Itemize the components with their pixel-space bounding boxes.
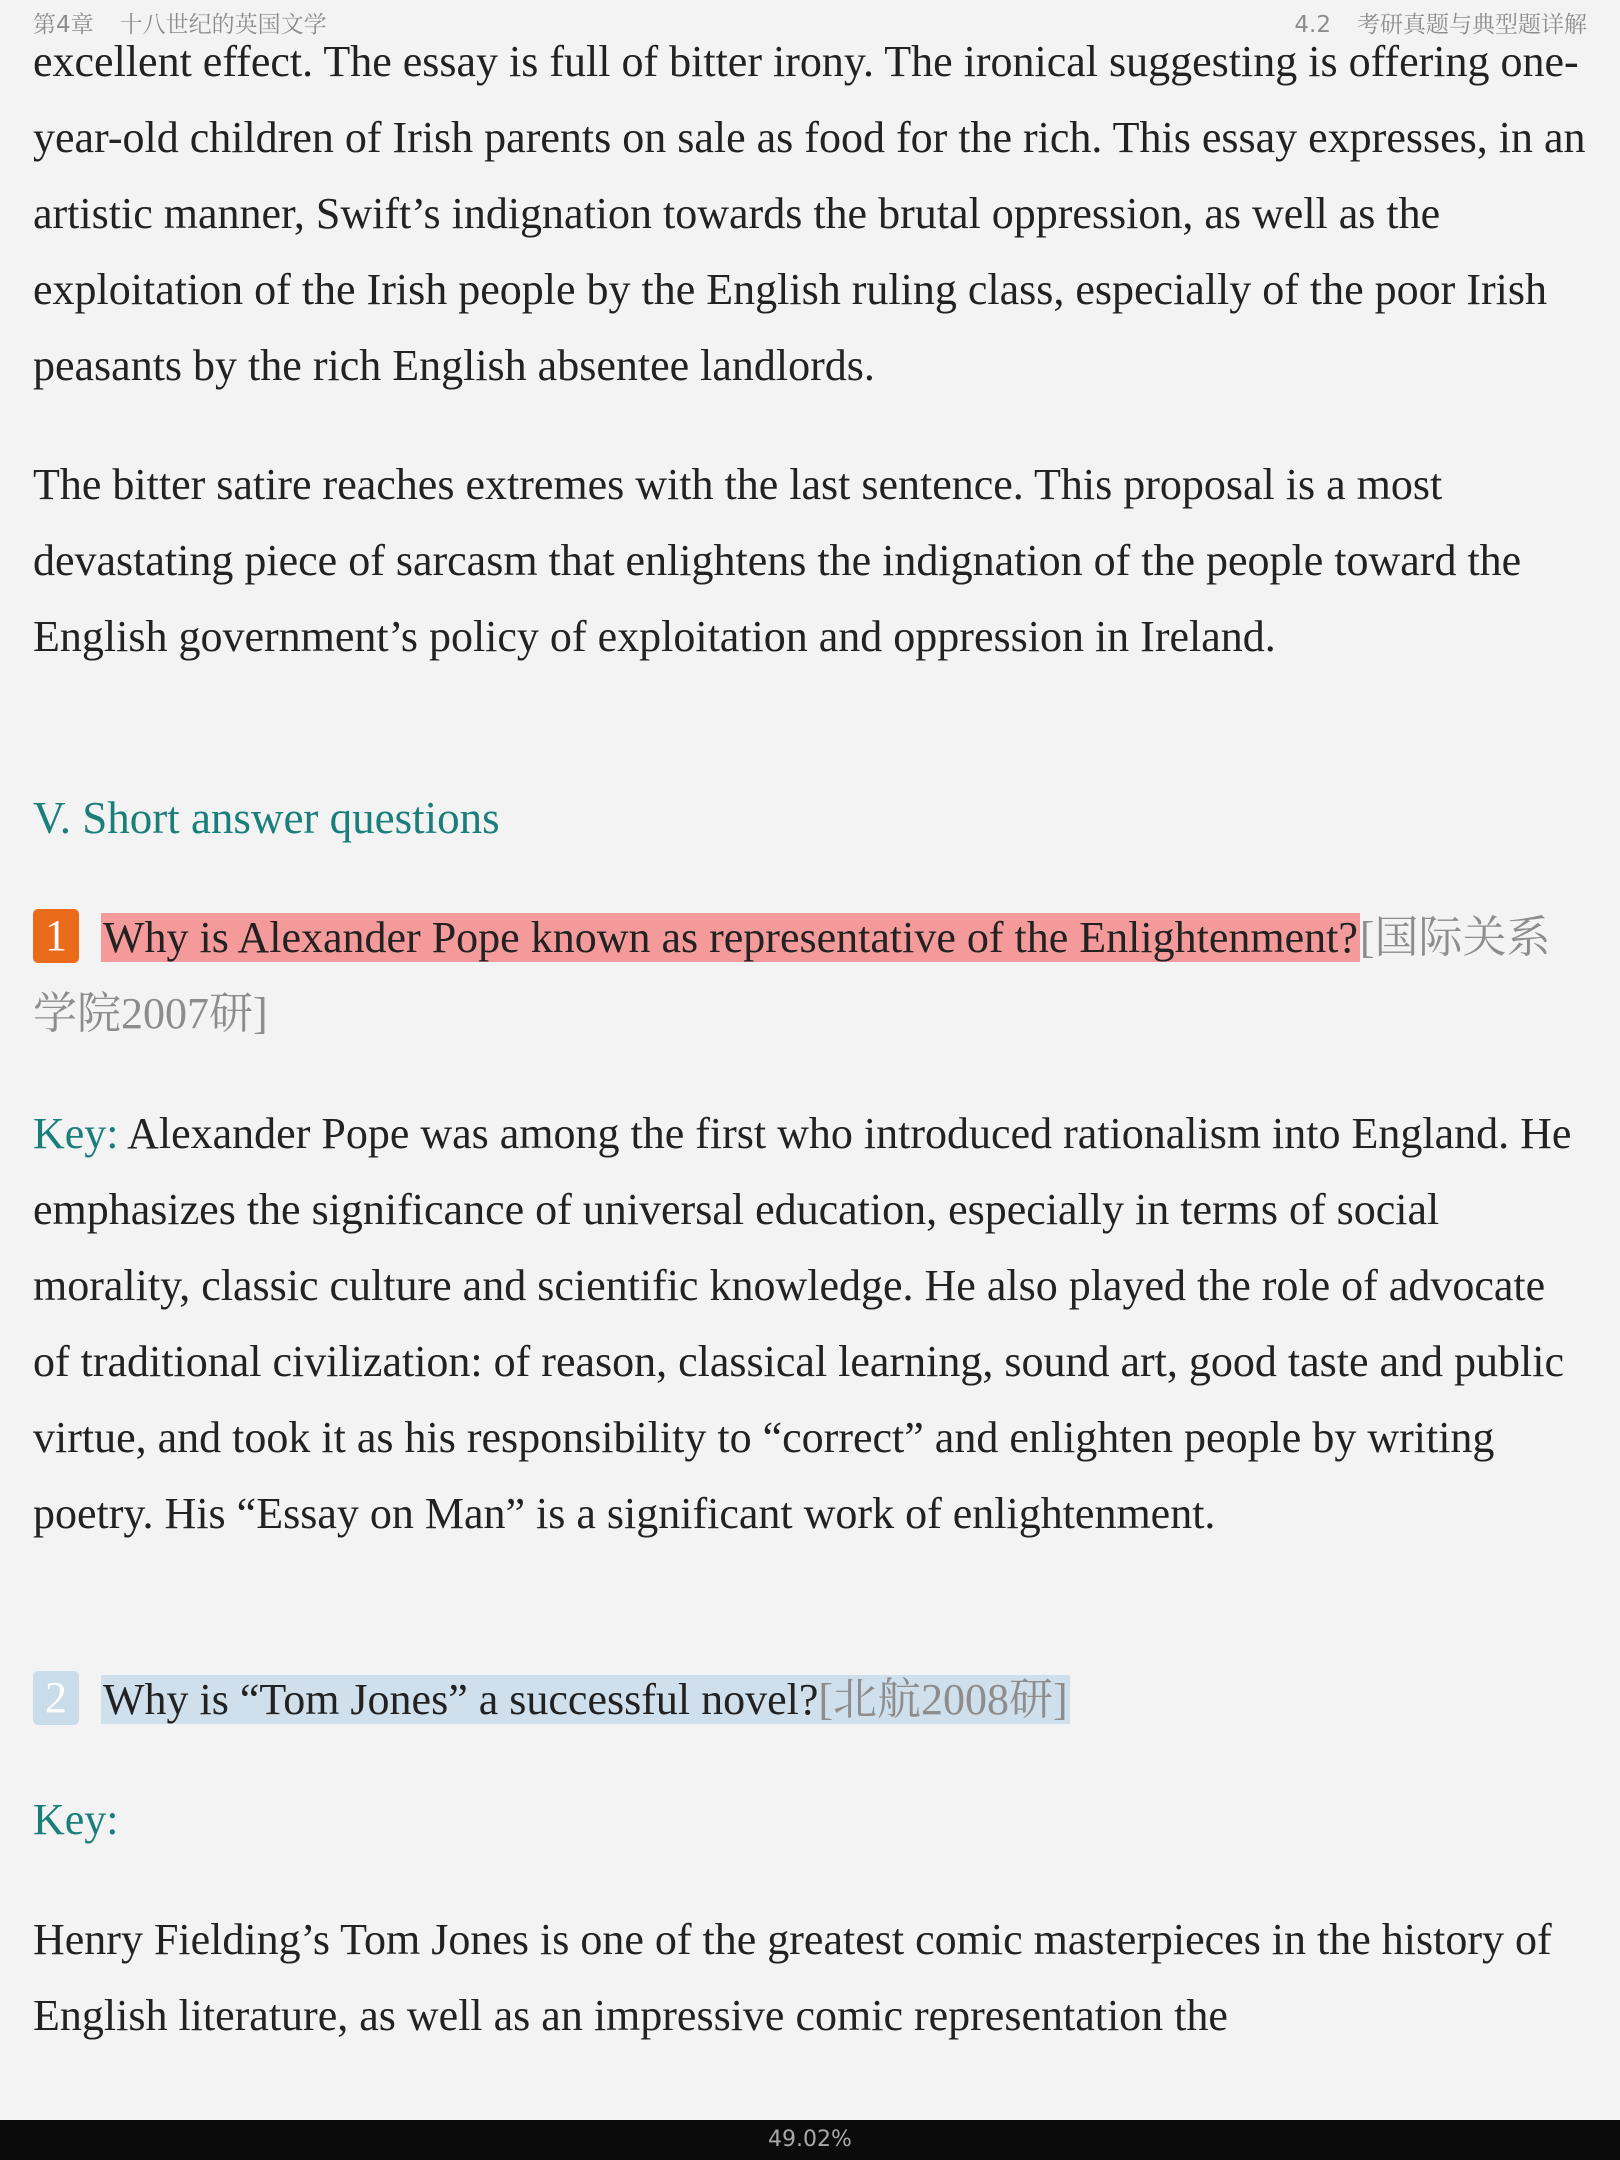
answer-1 [33, 1096, 1589, 1552]
question-text-highlighted[interactable] [101, 1675, 1070, 1724]
key-text: Alexander Pope was among the first who introduced rationalism into England. He emphasizes the significance of universal education, especially in terms of social morality, classic culture and scientific knowledge. He also played the role of advocate of traditional civilization: of reason, classical learning, sound art, good taste and public virtue, and took it as his responsibility to “correct” and enlighten people by writing poetry. His “Essay on Man” is a significant work of enlightenment. [33, 1109, 1572, 1538]
body-paragraph: The bitter satire reaches extremes with the last sentence. This proposal is a most devastating piece of sarcasm that enlightens the indignation of the people toward the English government’s policy of exploitation and oppression in Ireland. [33, 460, 1522, 661]
question-source: [北航2008研] [818, 1675, 1068, 1724]
section-heading: V. Short answer questions [33, 793, 500, 843]
reader-content[interactable] [33, 24, 1589, 2054]
chapter-title: 十八世纪的英国文学 [119, 12, 327, 38]
section-number: 4.2 [1294, 12, 1331, 38]
answer-2: Henry Fielding’s Tom Jones is one of the greatest comic masterpieces in the history of English literature, as well as an impressive comic representation the [33, 1915, 1552, 2040]
question-text-highlighted[interactable]: Why is Alexander Pope known as representative of the Enlightenment? [103, 913, 1358, 962]
section-title: 考研真题与典型题详解 [1357, 12, 1587, 38]
chapter-number: 第4章 [33, 12, 94, 38]
key-label: Key: [33, 1109, 119, 1158]
question-number-badge: 2 [33, 1671, 79, 1725]
reading-progress: 49.02% [768, 2127, 852, 2152]
question-2 [33, 1662, 1589, 1738]
question-1 [33, 900, 1589, 1052]
question-number-badge: 1 [33, 909, 79, 963]
question-text: Why is “Tom Jones” a successful novel? [103, 1675, 819, 1724]
question-source: [国际关系学院2007研] [33, 913, 1551, 1038]
body-paragraph: excellent effect. The essay is full of bitter irony. The ironical suggesting is offering one-year-old children of Irish parents on sale as food for the rich. This essay expresses, in an artistic manner, Swift’s indignation towards the brutal oppression, as well as the exploitation of the Irish people by the English ruling class, especially of the poor Irish peasants by the rich English absentee landlords. [33, 37, 1586, 390]
reading-progress-bar [0, 2120, 1620, 2160]
key-label: Key: [33, 1795, 119, 1844]
